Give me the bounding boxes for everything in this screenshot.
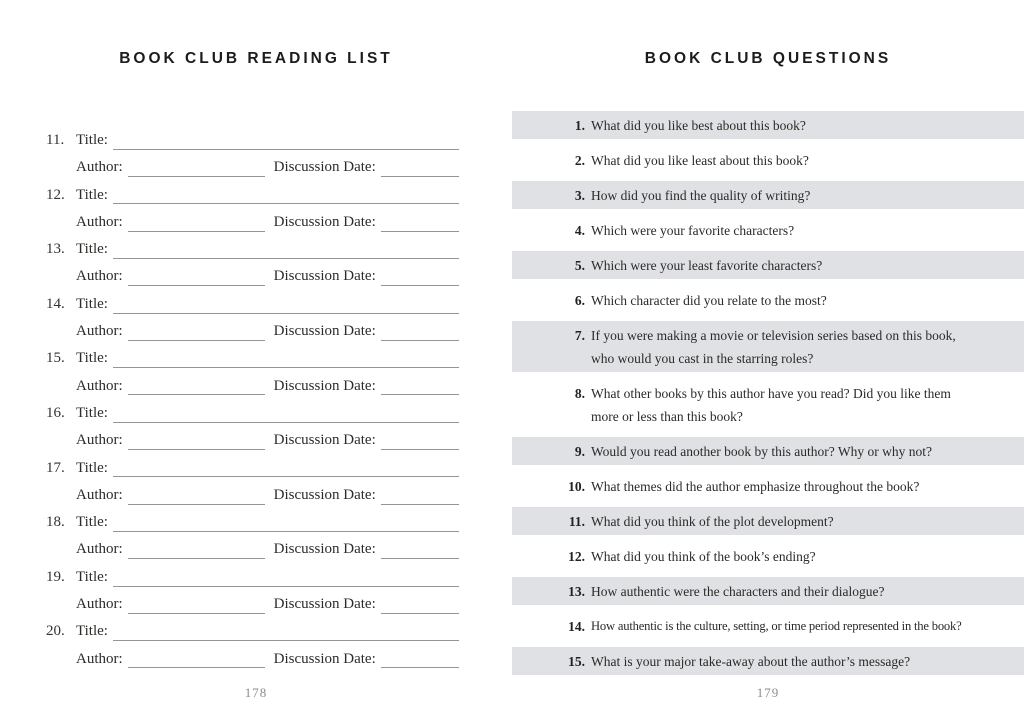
question-row [512,216,1024,244]
title-label: Title: [76,295,108,312]
question-row [512,251,1024,279]
question-text: Which were your least favorite characters? [591,257,823,273]
question-text: Which were your favorite characters? [591,222,795,238]
question-line [559,184,996,207]
author-label: Author: [76,650,123,667]
question-line [559,254,996,277]
entry-number: 12. [46,186,65,203]
question-text: What did you think of the plot development? [591,513,834,529]
number-spacer [46,154,76,181]
author-blank-line [128,667,265,668]
question-number: 3. [574,187,585,203]
question-text: Would you read another book by this author? Why or why not? [591,443,932,459]
question-text: What other books by this author have you read? Did you like them [591,385,951,401]
question-row [512,321,1024,372]
title-line [46,564,459,591]
question-number: 13. [568,583,585,599]
title-line [46,509,459,536]
entry-number: 14. [46,295,65,312]
question-row [512,612,1024,640]
question-row [512,647,1024,675]
question-line [559,219,996,242]
question-line-continuation [559,405,996,428]
author-label: Author: [76,596,123,613]
question-row [512,507,1024,535]
question-number: 14. [568,618,585,634]
entry-number: 20. [46,623,65,640]
author-blank-line [128,176,265,177]
author-label: Author: [76,159,123,176]
author-blank-line [128,340,265,341]
question-line [559,650,996,673]
question-row [512,577,1024,605]
date-blank-line [381,504,459,505]
question-text: What did you think of the book’s ending? [591,548,816,564]
entry-number: 16. [46,404,65,421]
number-spacer [46,263,76,290]
question-text: who would you cast in the starring roles? [591,350,814,366]
date-blank-line [381,285,459,286]
question-text: How authentic is the culture, setting, or time period represented in the book? [591,618,962,633]
author-line [46,427,459,454]
date-blank-line [381,613,459,614]
question-number: 2. [574,152,585,168]
question-row [512,286,1024,314]
question-number: 7. [574,327,585,343]
author-blank-line [128,231,265,232]
right-page-title: BOOK CLUB QUESTIONS [644,50,892,67]
discussion-date-label: Discussion Date: [273,650,376,667]
reading-list-entry [46,345,459,400]
question-list [512,111,1024,675]
author-label: Author: [76,268,123,285]
author-line [46,482,459,509]
question-line [559,580,996,603]
title-label: Title: [76,350,108,367]
entry-number: 11. [46,132,65,148]
title-label: Title: [76,186,108,203]
number-spacer [46,482,76,509]
question-number: 10. [568,478,585,494]
author-blank-line [128,285,265,286]
author-blank-line [128,504,265,505]
author-line [46,373,459,400]
title-label: Title: [76,241,108,258]
title-blank-line [113,258,459,259]
number-spacer [46,591,76,618]
title-blank-line [113,476,459,477]
discussion-date-label: Discussion Date: [273,486,376,503]
title-label: Title: [76,623,108,640]
date-blank-line [381,394,459,395]
title-label: Title: [76,404,108,421]
question-text: What is your major take-away about the author’s message? [591,653,911,669]
title-line [46,291,459,318]
reading-list-entry [46,509,459,564]
question-number: 1. [574,117,585,133]
discussion-date-label: Discussion Date: [273,323,376,340]
title-line [46,618,459,645]
question-number: 4. [574,222,585,238]
discussion-date-label: Discussion Date: [273,541,376,558]
title-blank-line [113,149,459,150]
author-blank-line [128,613,265,614]
reading-list-entry [46,564,459,619]
title-line [46,182,459,209]
reading-list-entry [46,400,459,455]
entry-number: 13. [46,241,65,258]
question-text: What did you like best about this book? [591,117,806,133]
question-row [512,437,1024,465]
question-row [512,111,1024,139]
question-text: more or less than this book? [591,408,743,424]
left-page-title: BOOK CLUB READING LIST [119,50,393,67]
number-spacer [46,427,76,454]
title-line [46,236,459,263]
page-number-left: 178 [244,685,268,700]
page-number-right: 179 [756,685,780,700]
discussion-date-label: Discussion Date: [273,213,376,230]
author-blank-line [128,449,265,450]
question-row [512,181,1024,209]
question-text: Which character did you relate to the most? [591,292,827,308]
discussion-date-label: Discussion Date: [273,268,376,285]
question-text: What did you like least about this book? [591,152,809,168]
author-line [46,591,459,618]
question-text: If you were making a movie or television series based on this book, [591,327,956,343]
discussion-date-label: Discussion Date: [273,596,376,613]
question-number: 6. [574,292,585,308]
discussion-date-label: Discussion Date: [273,377,376,394]
question-number: 5. [574,257,585,273]
discussion-date-label: Discussion Date: [273,432,376,449]
question-number: 15. [568,653,585,669]
question-text: What themes did the author emphasize throughout the book? [591,478,920,494]
number-spacer [46,209,76,236]
author-label: Author: [76,432,123,449]
title-line [46,455,459,482]
question-number: 9. [574,443,585,459]
title-line [46,345,459,372]
reading-list [0,127,512,673]
entry-number: 18. [46,514,65,531]
title-blank-line [113,367,459,368]
date-blank-line [381,340,459,341]
title-blank-line [113,640,459,641]
question-line [559,324,996,347]
author-label: Author: [76,213,123,230]
question-line [559,615,996,638]
question-row [512,146,1024,174]
title-label: Title: [76,132,108,148]
date-blank-line [381,449,459,450]
reading-list-entry [46,455,459,510]
question-row [512,379,1024,430]
title-blank-line [113,203,459,204]
number-spacer [46,536,76,563]
entry-number: 15. [46,350,65,367]
question-text: How authentic were the characters and their dialogue? [591,583,885,599]
title-blank-line [113,313,459,314]
question-row [512,472,1024,500]
author-blank-line [128,394,265,395]
date-blank-line [381,558,459,559]
date-blank-line [381,231,459,232]
question-number: 11. [568,513,585,529]
entry-number: 17. [46,459,65,476]
question-line [559,475,996,498]
reading-list-entry [46,127,459,182]
author-label: Author: [76,486,123,503]
author-line [46,154,459,181]
question-line [559,440,996,463]
title-line [46,400,459,427]
author-line [46,536,459,563]
author-line [46,263,459,290]
title-blank-line [113,586,459,587]
number-spacer [46,646,76,673]
question-line-continuation [559,347,996,370]
question-line [559,382,996,405]
question-number: 8. [574,385,585,401]
author-blank-line [128,558,265,559]
question-row [512,542,1024,570]
number-spacer [46,373,76,400]
question-line [559,545,996,568]
discussion-date-label: Discussion Date: [273,159,376,176]
author-line [46,209,459,236]
reading-list-entry [46,618,459,673]
date-blank-line [381,667,459,668]
title-line [46,127,459,154]
author-line [46,646,459,673]
title-label: Title: [76,568,108,585]
number-spacer [46,318,76,345]
author-label: Author: [76,377,123,394]
date-blank-line [381,176,459,177]
reading-list-entry [46,236,459,291]
reading-list-entry [46,182,459,237]
question-line [559,289,996,312]
question-line [559,149,996,172]
reading-list-entry [46,291,459,346]
title-blank-line [113,531,459,532]
question-line [559,114,996,137]
question-number: 12. [568,548,585,564]
entry-number: 19. [46,568,65,585]
title-label: Title: [76,459,108,476]
title-label: Title: [76,514,108,531]
author-label: Author: [76,541,123,558]
question-line [559,510,996,533]
author-line [46,318,459,345]
title-blank-line [113,422,459,423]
right-page [512,0,1024,717]
author-label: Author: [76,323,123,340]
question-text: How did you find the quality of writing? [591,187,811,203]
